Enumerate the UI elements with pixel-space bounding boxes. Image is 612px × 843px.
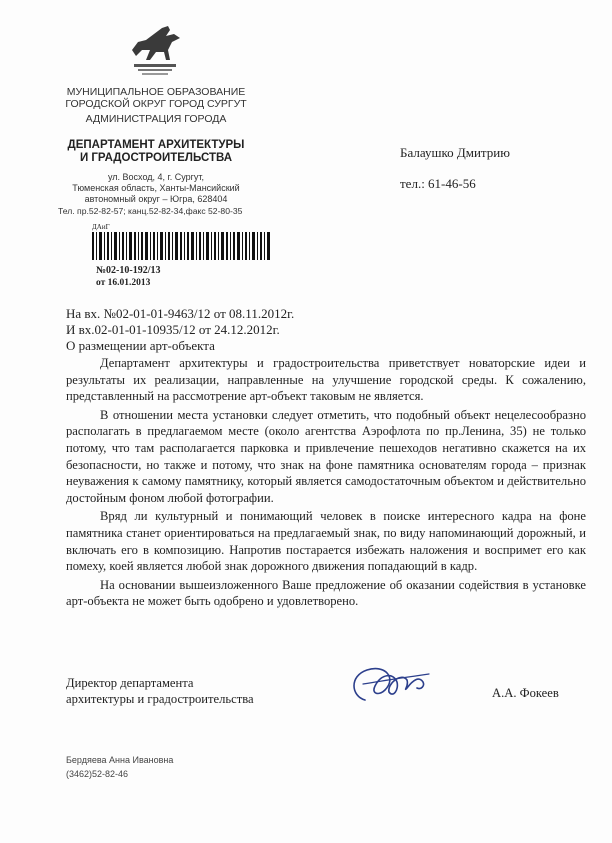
contacts-line: Тел. пр.52-82-57; канц.52-82-34,факс 52-80-35 <box>58 206 243 216</box>
executor-phone: (3462)52-82-46 <box>66 769 129 779</box>
municipality-line2: ГОРОДСКОЙ ОКРУГ ГОРОД СУРГУТ <box>65 98 247 110</box>
recipient-phone: тел.: 61-46-56 <box>400 176 476 191</box>
coat-of-arms-icon <box>124 20 186 78</box>
barcode-caption: ДАиГ <box>92 223 110 231</box>
body-paragraph: Вряд ли культурный и понимающий человек в поиске интересного кадра на фоне памятника станет ориентироваться на предлагаемый знак, по виду напоминающий дорожный, и включать его в композицию. Напротив постарается избежать наложения и воспримет его как помеху, коей является любой знак дорожного движения попадающий в кадр. <box>66 509 586 574</box>
letter-subject: О размещении арт-объекта <box>66 338 215 353</box>
reference-line1: На вх. №02-01-01-9463/12 от 08.11.2012г. <box>66 306 295 321</box>
department-line2: И ГРАДОСТРОИТЕЛЬСТВА <box>79 152 233 164</box>
body-paragraph: Департамент архитектуры и градостроительства приветствует новаторские идеи и результаты их реализации, направленные на улучшение городской среды. К сожалению, представленный на рассмотрение арт-объект таковым не является. <box>66 356 586 404</box>
handwritten-signature <box>345 660 435 710</box>
municipality-line1: МУНИЦИПАЛЬНОЕ ОБРАЗОВАНИЕ <box>66 86 246 98</box>
administration-title: АДМИНИСТРАЦИЯ ГОРОДА <box>85 113 227 125</box>
address-line1: ул. Восход, 4, г. Сургут, <box>107 172 205 182</box>
registration-number: №02-10-192/13 <box>96 265 161 276</box>
signatory-title-line1: Директор департамента <box>66 676 194 690</box>
body-paragraph: На основании вышеизложенного Ваше предложение об оказании содействия в установке арт-объекта не может быть одобрено и удовлетворено. <box>66 577 586 609</box>
recipient-name: Балаушко Дмитрию <box>400 145 510 160</box>
signatory-title-line2: архитектуры и градостроительства <box>66 692 254 706</box>
reference-line2: И вх.02-01-01-10935/12 от 24.12.2012г. <box>66 322 280 337</box>
department-line1: ДЕПАРТАМЕНТ АРХИТЕКТУРЫ <box>67 139 245 151</box>
address-line3: автономный округ – Югра, 628404 <box>84 194 228 204</box>
executor-name: Бердяева Анна Ивановна <box>66 755 174 765</box>
barcode-icon <box>92 232 272 260</box>
letter-body <box>66 355 586 610</box>
signatory-name: А.А. Фокеев <box>492 686 559 700</box>
address-line2: Тюменская область, Ханты-Мансийский <box>72 183 240 193</box>
body-paragraph: В отношении места установки следует отметить, что подобный объект нецелесообразно располагать в предлагаемом месте (около агентства Аэрофлота по пр.Ленина, 35) не только потому, что там располагается парковка и привлечение пешеходов негативно скажется на их безопасности, но также и потому, что знак на фоне памятника основателям города – признак неуважения к самому памятнику, который является самодостаточным объектом и действительно достойным фоном любой фотографии. <box>66 407 586 505</box>
registration-date: от 16.01.2013 <box>96 278 151 288</box>
